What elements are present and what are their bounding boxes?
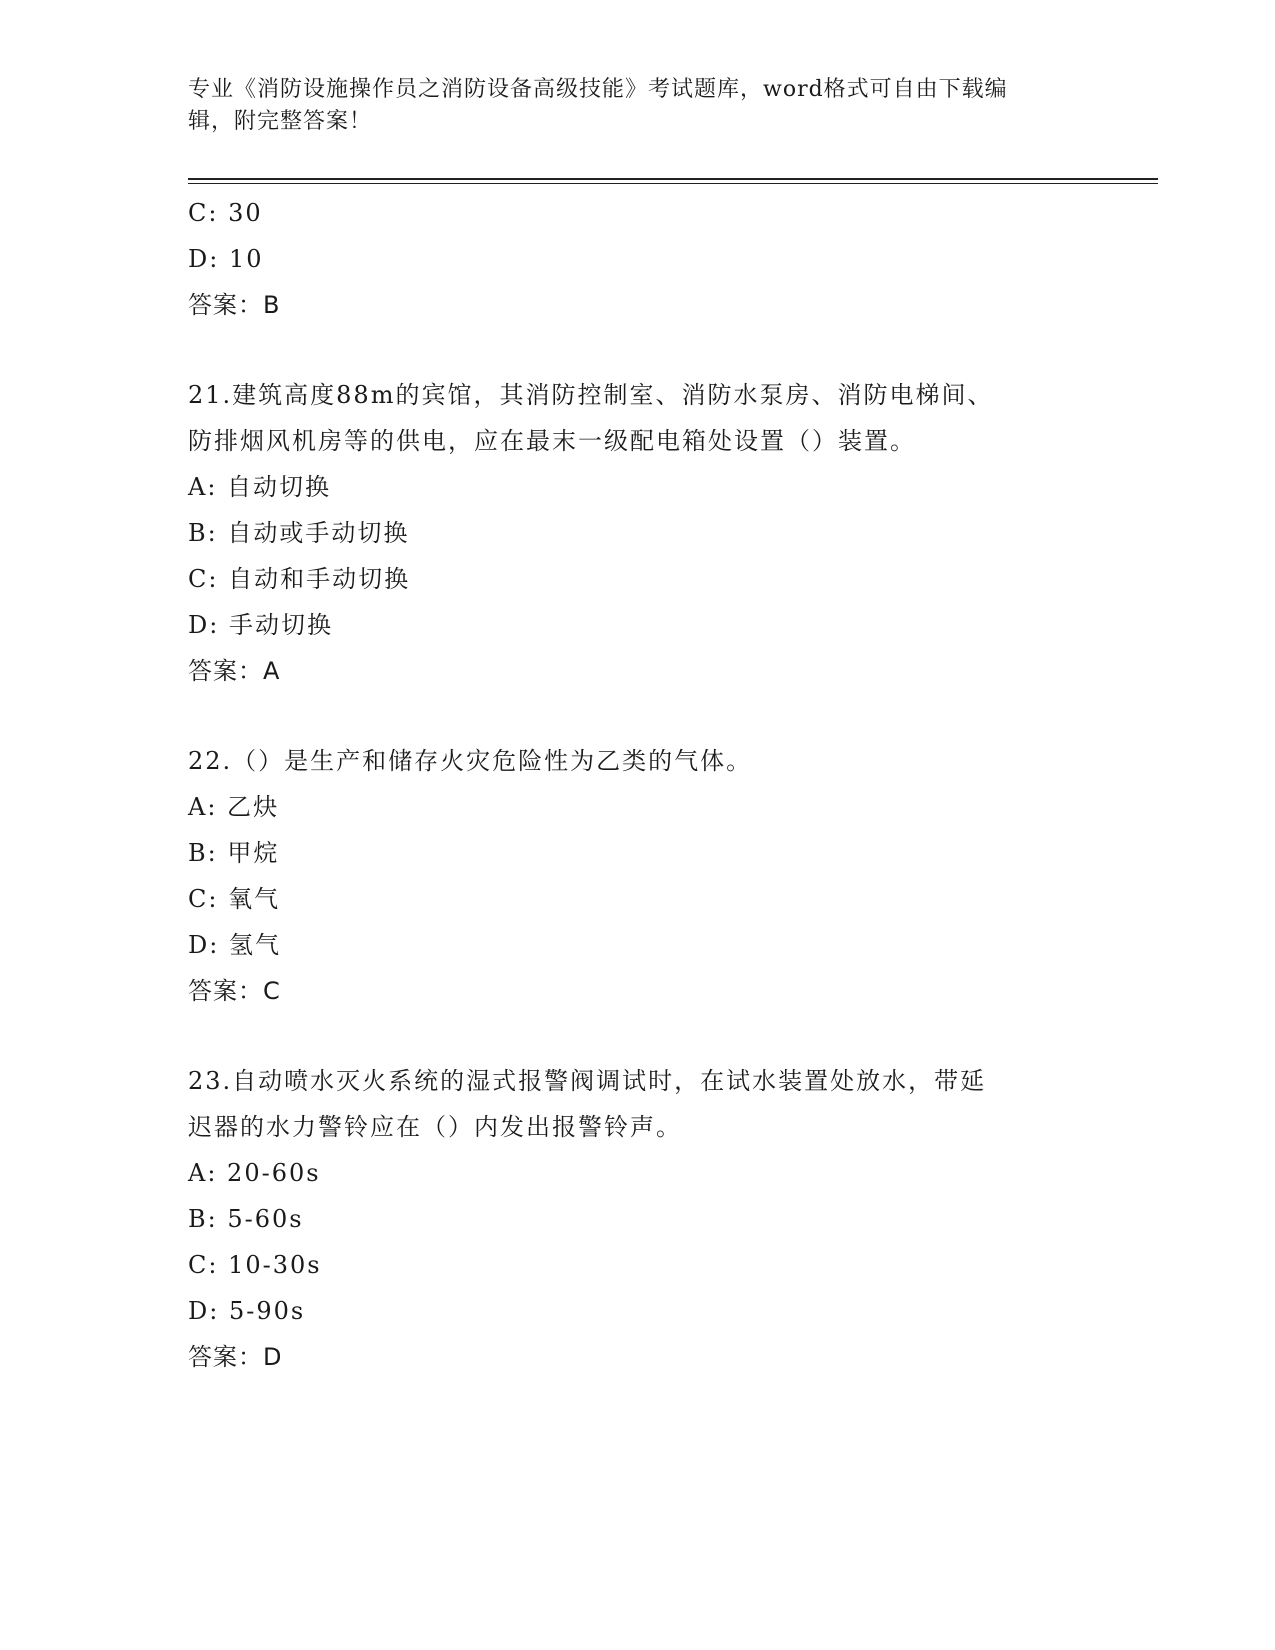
option-b: B: 5-60s	[188, 1205, 304, 1233]
question-23	[188, 1058, 1088, 1380]
option-c: C: 10-30s	[188, 1251, 322, 1279]
option-d: D: 手动切换	[188, 611, 333, 639]
question-stem-line: 23.自动喷水灭火系统的湿式报警阀调试时，在试水装置处放水，带延	[188, 1067, 987, 1095]
option-c: C: 30	[188, 199, 263, 227]
question-22	[188, 738, 1088, 1014]
question-stem-line: 21.建筑高度88m的宾馆，其消防控制室、消防水泵房、消防电梯间、	[188, 381, 994, 409]
answer: 答案：C	[188, 977, 281, 1005]
question-stem-line: 迟器的水力警铃应在（）内发出报警铃声。	[188, 1113, 682, 1141]
header-divider-thick	[188, 178, 1158, 180]
option-b: B: 甲烷	[188, 839, 280, 867]
option-a: A: 20-60s	[188, 1159, 321, 1187]
option-a: A: 自动切换	[188, 473, 332, 501]
question-stem-line: 22.（）是生产和储存火灾危险性为乙类的气体。	[188, 747, 753, 775]
option-c: C: 自动和手动切换	[188, 565, 411, 593]
option-d: D: 氢气	[188, 931, 281, 959]
question-stem-line: 防排烟风机房等的供电，应在最末一级配电箱处设置（）装置。	[188, 427, 916, 455]
option-d: D: 5-90s	[188, 1297, 306, 1325]
question-21	[188, 372, 1088, 694]
answer: 答案：A	[188, 657, 281, 685]
header-line-2: 辑，附完整答案！	[188, 109, 373, 134]
answer: 答案：D	[188, 1343, 283, 1371]
option-a: A: 乙炔	[188, 793, 280, 821]
header-line-1: 专业《消防设施操作员之消防设备高级技能》考试题库，word格式可自由下载编	[188, 77, 1008, 102]
document-header	[188, 74, 1068, 138]
option-c: C: 氧气	[188, 885, 281, 913]
previous-question-tail	[188, 190, 1088, 328]
answer: 答案：B	[188, 291, 281, 319]
question-list	[188, 190, 1088, 1380]
option-d: D: 10	[188, 245, 264, 273]
header-divider-thin	[188, 183, 1158, 184]
option-b: B: 自动或手动切换	[188, 519, 410, 547]
